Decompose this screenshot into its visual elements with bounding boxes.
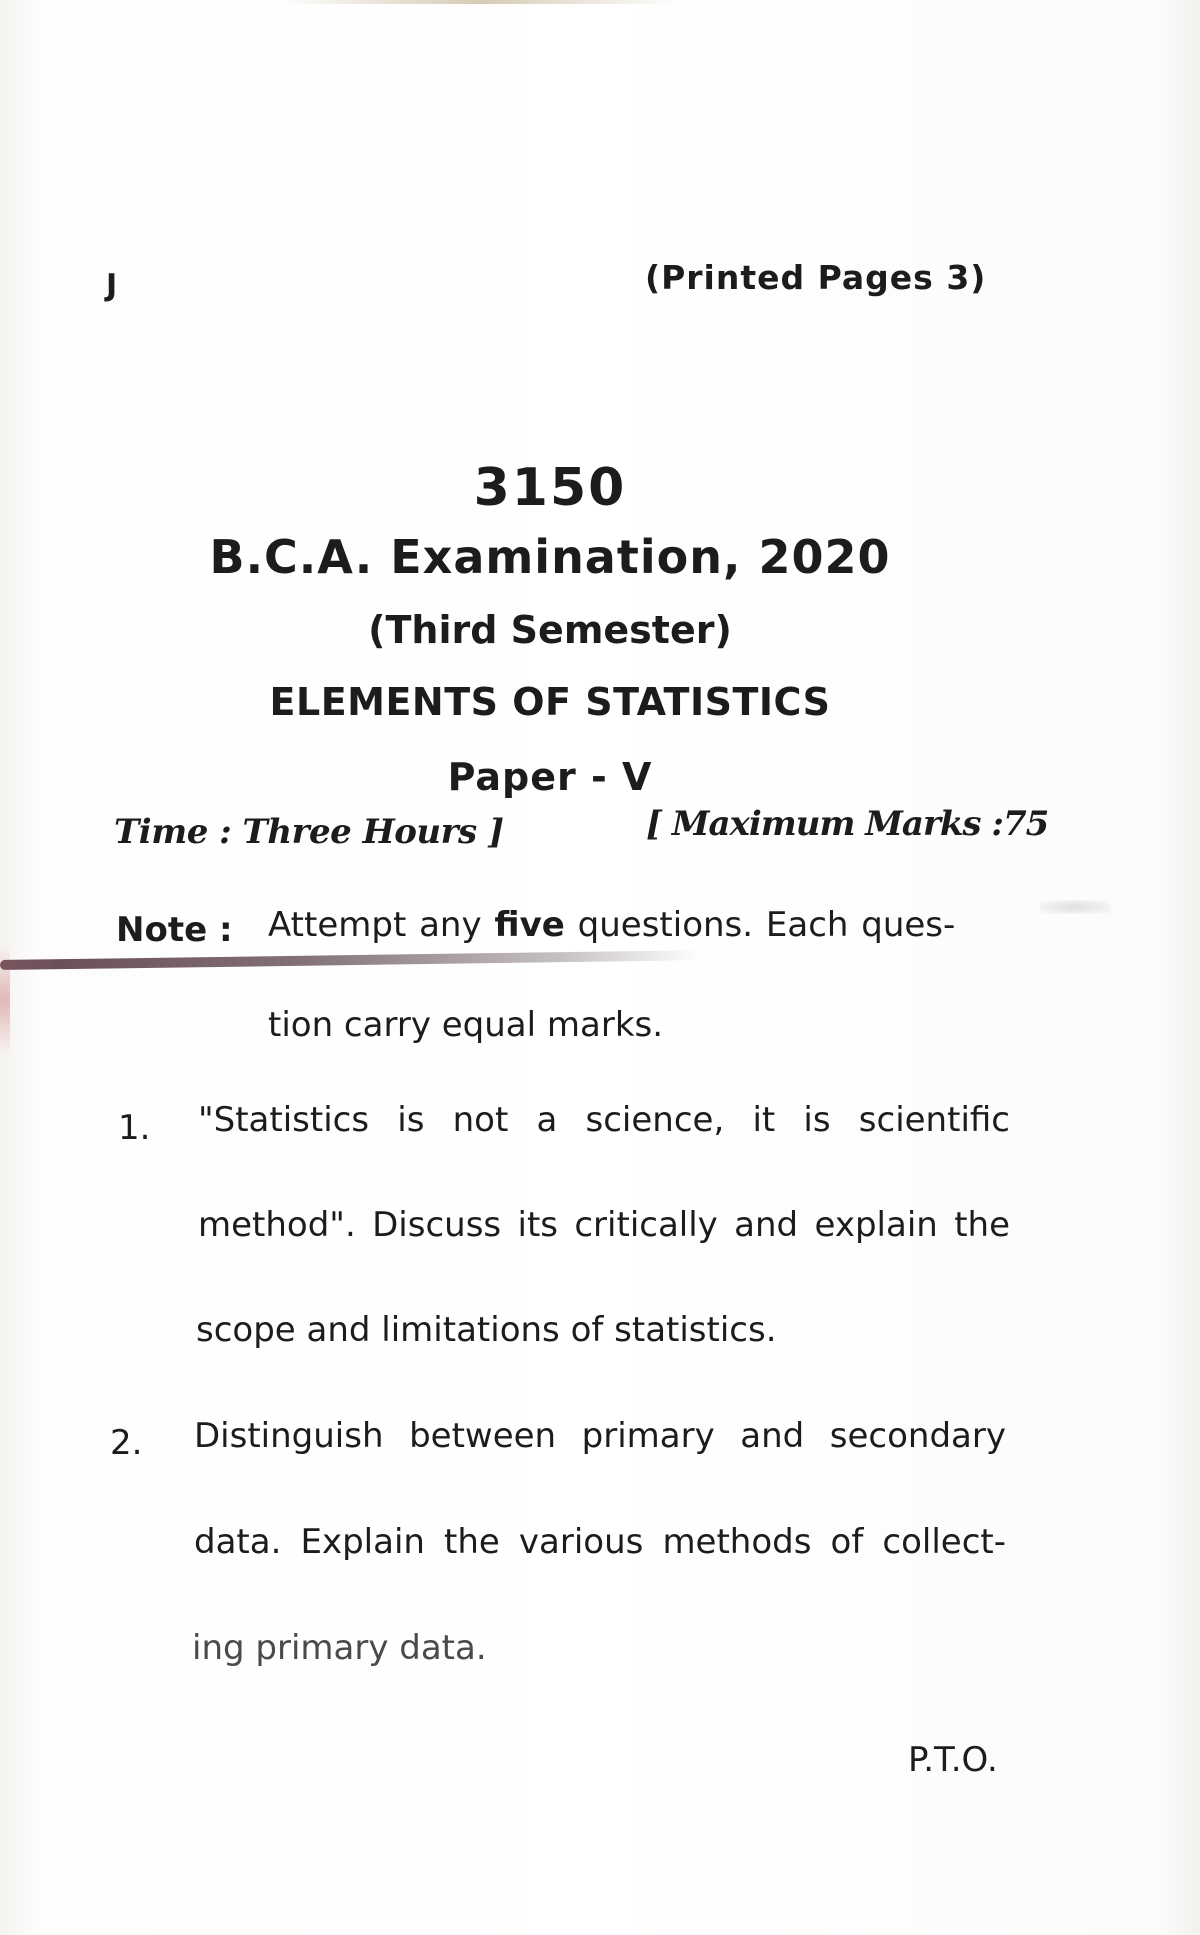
question-2-line-3: ing primary data. bbox=[192, 1628, 487, 1668]
pen-stroke-mark bbox=[0, 950, 700, 970]
question-2-line-1: Distinguish between primary and secondary bbox=[194, 1416, 1006, 1456]
note-label: Note : bbox=[116, 910, 233, 950]
question-1-line-3: scope and limitations of statistics. bbox=[196, 1310, 777, 1350]
question-2-number: 2. bbox=[110, 1423, 143, 1463]
please-turn-over: P.T.O. bbox=[908, 1740, 998, 1780]
maximum-marks: [ Maximum Marks :75 bbox=[646, 804, 1049, 844]
corner-mark: J bbox=[106, 268, 118, 303]
note-line-1 bbox=[268, 905, 955, 945]
question-1-line-1: "Statistics is not a science, it is scientific bbox=[198, 1100, 1010, 1140]
printed-pages-count: (Printed Pages 3) bbox=[645, 258, 987, 297]
note-emphasis: five bbox=[494, 905, 565, 945]
subject-title: ELEMENTS OF STATISTICS bbox=[269, 680, 831, 724]
paper-code: 3150 bbox=[473, 458, 627, 518]
note-line-2: tion carry equal marks. bbox=[268, 1005, 664, 1045]
note-text-after: questions. Each ques- bbox=[564, 905, 956, 945]
question-1-line-2: method". Discuss its critically and explain the bbox=[198, 1205, 1010, 1245]
exam-duration: Time : Three Hours ] bbox=[114, 812, 504, 852]
note-text-before: Attempt any bbox=[268, 905, 495, 945]
question-1-number: 1. bbox=[118, 1108, 151, 1148]
semester-label: (Third Semester) bbox=[368, 608, 732, 652]
question-2-line-2: data. Explain the various methods of collect- bbox=[194, 1522, 1006, 1562]
paper-number: Paper - V bbox=[447, 755, 653, 799]
paper-top-edge-stain bbox=[280, 0, 680, 4]
paper-smudge bbox=[1040, 900, 1110, 914]
exam-title: B.C.A. Examination, 2020 bbox=[209, 530, 891, 584]
